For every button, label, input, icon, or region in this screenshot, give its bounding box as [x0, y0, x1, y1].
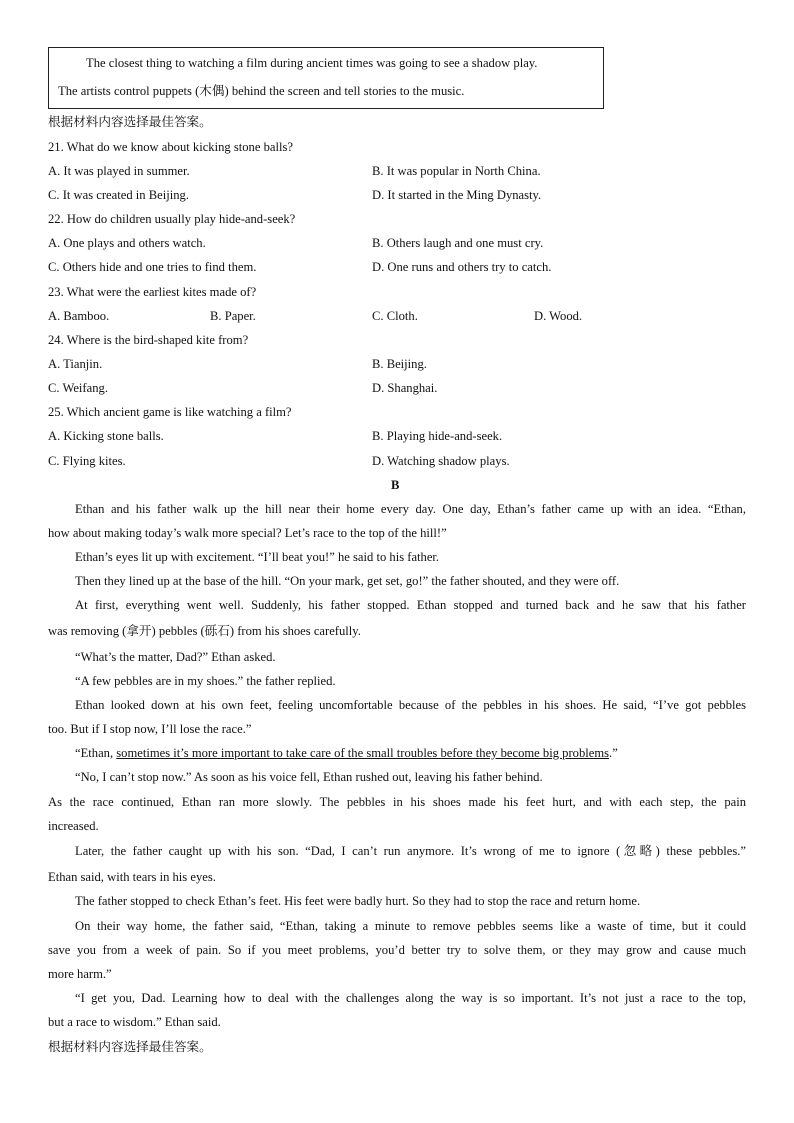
- q24-option-c: C. Weifang.: [48, 381, 108, 395]
- q23-option-a: A. Bamboo.: [48, 309, 110, 323]
- story-p14-line2: but a race to wisdom.” Ethan said.: [48, 1015, 221, 1029]
- question-25: 25. Which ancient game is like watching a film?: [48, 405, 292, 419]
- story-p11-line1: Later, the father caught up with his son. “Dad, I can’t run anymore. It’s wrong of me to ignore (忽略) these pebbles.”: [75, 844, 746, 858]
- story-p14-line1: “I get you, Dad. Learning how to deal with the challenges along the way is so important. It’s not just a race to the top,: [75, 991, 746, 1005]
- underlined-sentence: sometimes it’s more important to take care of the small troubles before they become big problems: [116, 746, 610, 760]
- story-p10-line2: increased.: [48, 819, 99, 833]
- q25-option-c: C. Flying kites.: [48, 454, 126, 468]
- q24-option-d: D. Shanghai.: [372, 381, 438, 395]
- shadow-play-text-box: [48, 47, 604, 109]
- story-p7-line2: too. But if I stop now, I’ll lose the race.”: [48, 722, 252, 736]
- q22-option-b: B. Others laugh and one must cry.: [372, 236, 544, 250]
- q25-option-a: A. Kicking stone balls.: [48, 429, 164, 443]
- q21-option-c: C. It was created in Beijing.: [48, 188, 189, 202]
- question-23: 23. What were the earliest kites made of?: [48, 285, 257, 299]
- question-24: 24. Where is the bird-shaped kite from?: [48, 333, 249, 347]
- q23-option-b: B. Paper.: [210, 309, 256, 323]
- story-p8: [48, 745, 746, 761]
- q22-option-a: A. One plays and others watch.: [48, 236, 206, 250]
- q21-option-a: A. It was played in summer.: [48, 164, 190, 178]
- q24-option-a: A. Tianjin.: [48, 357, 103, 371]
- story-p13-line3: more harm.”: [48, 967, 112, 981]
- story-p8-post: .”: [609, 746, 618, 760]
- q21-option-b: B. It was popular in North China.: [372, 164, 541, 178]
- story-p4-line2: was removing (拿开) pebbles (砾石) from his shoes carefully.: [48, 624, 361, 638]
- q23-option-c: C. Cloth.: [372, 309, 418, 323]
- story-p13-line2: save you from a week of pain. So if you meet problems, you’d better try to solve them, or they may grow and cause much: [48, 943, 746, 957]
- story-p13-line1: On their way home, the father said, “Ethan, taking a minute to remove pebbles seems like a waste of time, but it could: [75, 919, 746, 933]
- story-p1-line2: how about making today’s walk more special? Let’s race to the top of the hill!”: [48, 526, 447, 540]
- section-heading: B: [391, 478, 400, 492]
- instruction-text: 根据材料内容选择最佳答案。: [48, 115, 212, 129]
- q25-option-b: B. Playing hide-and-seek.: [372, 429, 503, 443]
- q22-option-c: C. Others hide and one tries to find them.: [48, 260, 257, 274]
- story-p10-line1: As the race continued, Ethan ran more slowly. The pebbles in his shoes made his feet hurt, and with each step, the pain: [48, 795, 746, 809]
- story-p1-line1: Ethan and his father walk up the hill near their home every day. One day, Ethan’s father came up with an idea. “Ethan,: [75, 502, 746, 516]
- q22-option-d: D. One runs and others try to catch.: [372, 260, 552, 274]
- story-p3: Then they lined up at the base of the hill. “On your mark, get set, go!” the father shouted, and they were off.: [75, 574, 620, 588]
- q23-option-d: D. Wood.: [534, 309, 583, 323]
- story-p9: “No, I can’t stop now.” As soon as his voice fell, Ethan rushed out, leaving his father behind.: [75, 770, 543, 784]
- q21-option-d: D. It started in the Ming Dynasty.: [372, 188, 542, 202]
- question-21: 21. What do we know about kicking stone balls?: [48, 140, 293, 154]
- story-p2: Ethan’s eyes lit up with excitement. “I’ll beat you!” he said to his father.: [75, 550, 440, 564]
- box-line-1: The closest thing to watching a film during ancient times was going to see a shadow play.: [86, 56, 538, 70]
- story-p7-line1: Ethan looked down at his own feet, feeling uncomfortable because of the pebbles in his shoes. He said, “I’ve got pebbles: [75, 698, 746, 712]
- story-p12: The father stopped to check Ethan’s feet. His feet were badly hurt. So they had to stop the race and return home.: [75, 894, 641, 908]
- q25-option-d: D. Watching shadow plays.: [372, 454, 510, 468]
- story-p8-pre: “Ethan,: [75, 746, 117, 760]
- instruction-text-2: 根据材料内容选择最佳答案。: [48, 1040, 212, 1054]
- box-line-2: The artists control puppets (木偶) behind the screen and tell stories to the music.: [58, 84, 465, 98]
- question-22: 22. How do children usually play hide-and-seek?: [48, 212, 296, 226]
- story-p5: “What’s the matter, Dad?” Ethan asked.: [75, 650, 276, 664]
- story-p4-line1: At first, everything went well. Suddenly, his father stopped. Ethan stopped and turned back and he saw that his father: [75, 598, 746, 612]
- story-p11-line2: Ethan said, with tears in his eyes.: [48, 870, 216, 884]
- story-p6: “A few pebbles are in my shoes.” the father replied.: [75, 674, 336, 688]
- q24-option-b: B. Beijing.: [372, 357, 427, 371]
